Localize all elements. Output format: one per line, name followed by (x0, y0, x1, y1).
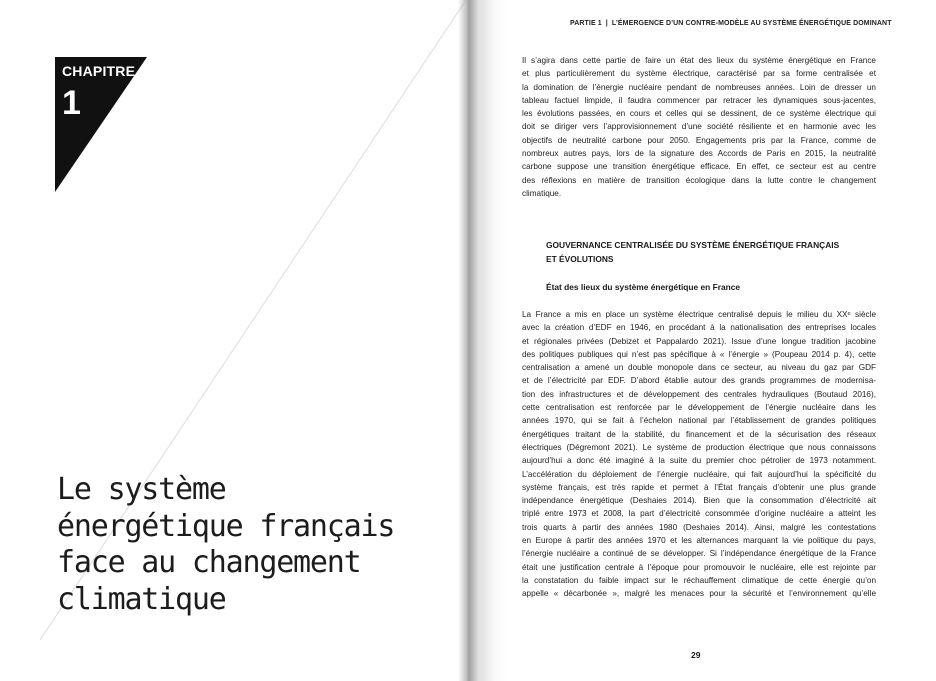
text-line: en Europe à partir des années 1970 et les alternances marquant la vie politique du pays, (522, 536, 876, 546)
section-heading-line: GOUVERNANCE CENTRALISÉE DU SYSTÈME ÉNERGÉTIQUE FRANÇAIS (546, 240, 840, 250)
text-line: la domination de l’énergie nucléaire pendant de nombreuses années. Loin de dresser un (522, 82, 876, 92)
section-heading-line: ET ÉVOLUTIONS (546, 254, 614, 264)
text-line: doit se diriger vers l’approvisionnement d’une société résiliente et en harmonie avec les (522, 122, 876, 132)
text-line: et régionales privées (Debizet et Pappalardo 2021). Issue d’une longue tradition jacobine (522, 336, 876, 346)
text-line: tion des infrastructures et de développement des centrales hydrauliques (Boutaud 2016), (522, 389, 876, 399)
text-line: l’énergie nucléaire a continué de se développer. Si l’indépendance énergétique de la France (522, 549, 876, 559)
text-line: aujourd’hui a donc été imaginé à la suite du premier choc pétrolier de 1973 notamment. (522, 456, 876, 466)
text-line: avec la création d’EDF en 1946, en procédant à la nationalisation des entreprises locales (522, 323, 876, 333)
text-line: et plus particulièrement du système électrique, caractérisé par sa forme centralisée et (522, 69, 876, 79)
text-line: des réflexions en matière de transition écologique dans la lutte contre le changement (522, 175, 876, 185)
right-page (466, 0, 936, 681)
chapter-title-line: énergétique français (57, 508, 395, 544)
text-line: trois quarts à partir des années 1980 (Deshaies 2014). Ainsi, malgré les contestations (522, 522, 876, 532)
text-line: électriques (Dégremont 2021). Le système de production électrique que nous connaissons (522, 442, 876, 452)
chapter-title (57, 472, 437, 618)
text-line: système français, est très rapide et permet à l’État français d’obtenir une plus grande (522, 482, 876, 492)
chapter-title-line: face au changement (57, 545, 361, 580)
text-line: indépendance énergétique (Deshaies 2014). Bien que la consommation d’électricité ait (522, 496, 876, 506)
text-line: centralisation a amené un double monopole dans ce secteur, au niveau du gaz par GDF (522, 363, 876, 373)
intro-paragraph (522, 54, 876, 200)
body-paragraph (522, 308, 876, 601)
text-line: des politiques publiques qui n’est pas spécifique à « l’énergie » (Poupeau 2014 p. 4), cette (522, 349, 876, 359)
text-line: objectifs de neutralité carbone pour 2050. Engagements pris par la France, comme de (522, 135, 876, 145)
text-line: L’accélération du déploiement de l’énergie nucléaire, qui fait aujourd’hui la spécificité du (522, 469, 876, 479)
text-line: nombreux autres pays, lors de la signature des Accords de Paris en 2015, la neutralité (522, 149, 876, 159)
chapter-badge (55, 57, 147, 192)
text-line: années 1970, qui se fait à l’échelon national par l’établissement de grandes politiques (522, 416, 876, 426)
text-line: Il s’agira dans cette partie de faire un état des lieux du système énergétique en France (522, 56, 876, 65)
running-head-part: PARTIE 1 (570, 20, 602, 27)
running-head-title: L’ÉMERGENCE D’UN CONTRE-MODÈLE AU SYSTÈME ÉNERGÉTIQUE DOMINANT (611, 20, 892, 27)
subheading: État des lieux du système énergétique en France (546, 282, 741, 292)
chapter-title-line: Le système (57, 472, 226, 507)
section-heading (546, 238, 839, 266)
text-line: carbone suppose une transition énergétique efficace. En effet, ce secteur est au centre (522, 162, 876, 172)
text-line: et de l’électricité par EDF. D’abord établie autour des grands programmes de modernisa- (522, 376, 876, 386)
text-line: les évolutions passées, en cours et celles qui se dessinent, de ce système électrique qui (522, 109, 876, 119)
running-head (570, 20, 892, 27)
text-line: cette centralisation est renforcée par le développement de l’énergie nucléaire dans les (522, 403, 876, 413)
text-line: la constatation du faible impact sur le réchauffement climatique de cette énergie qu’on (522, 575, 876, 585)
text-line: était une justification centrale à l’époque pour promouvoir le nucléaire, elle est rejointe par (522, 562, 876, 572)
text-line: tableau factuel limpide, il faudra commencer par retracer les dynamiques sous-jacentes, (522, 95, 876, 105)
text-line: énergétiques traitant de la stabilité, du financement et de la sécurisation des réseaux (522, 429, 876, 439)
text-line: climatique. (522, 188, 562, 198)
text-line: La France a mis en place un système électrique centralisé depuis le milieu du XXᵉ siècle (522, 310, 876, 319)
left-page (0, 0, 466, 681)
chapter-title-line: climatique (57, 581, 226, 617)
text-line: appelle « décarbonée », malgré les menaces pour la sécurité et l’environnement qu’elle (522, 589, 876, 599)
running-head-separator: | (605, 20, 608, 27)
page-number: 29 (691, 650, 701, 660)
text-line: triplé entre 1973 et 2008, la part d’électricité consommée d’origine nucléaire a atteint les (522, 509, 876, 519)
chapter-number: 1 (62, 84, 81, 122)
chapter-label: CHAPITRE (62, 63, 136, 79)
